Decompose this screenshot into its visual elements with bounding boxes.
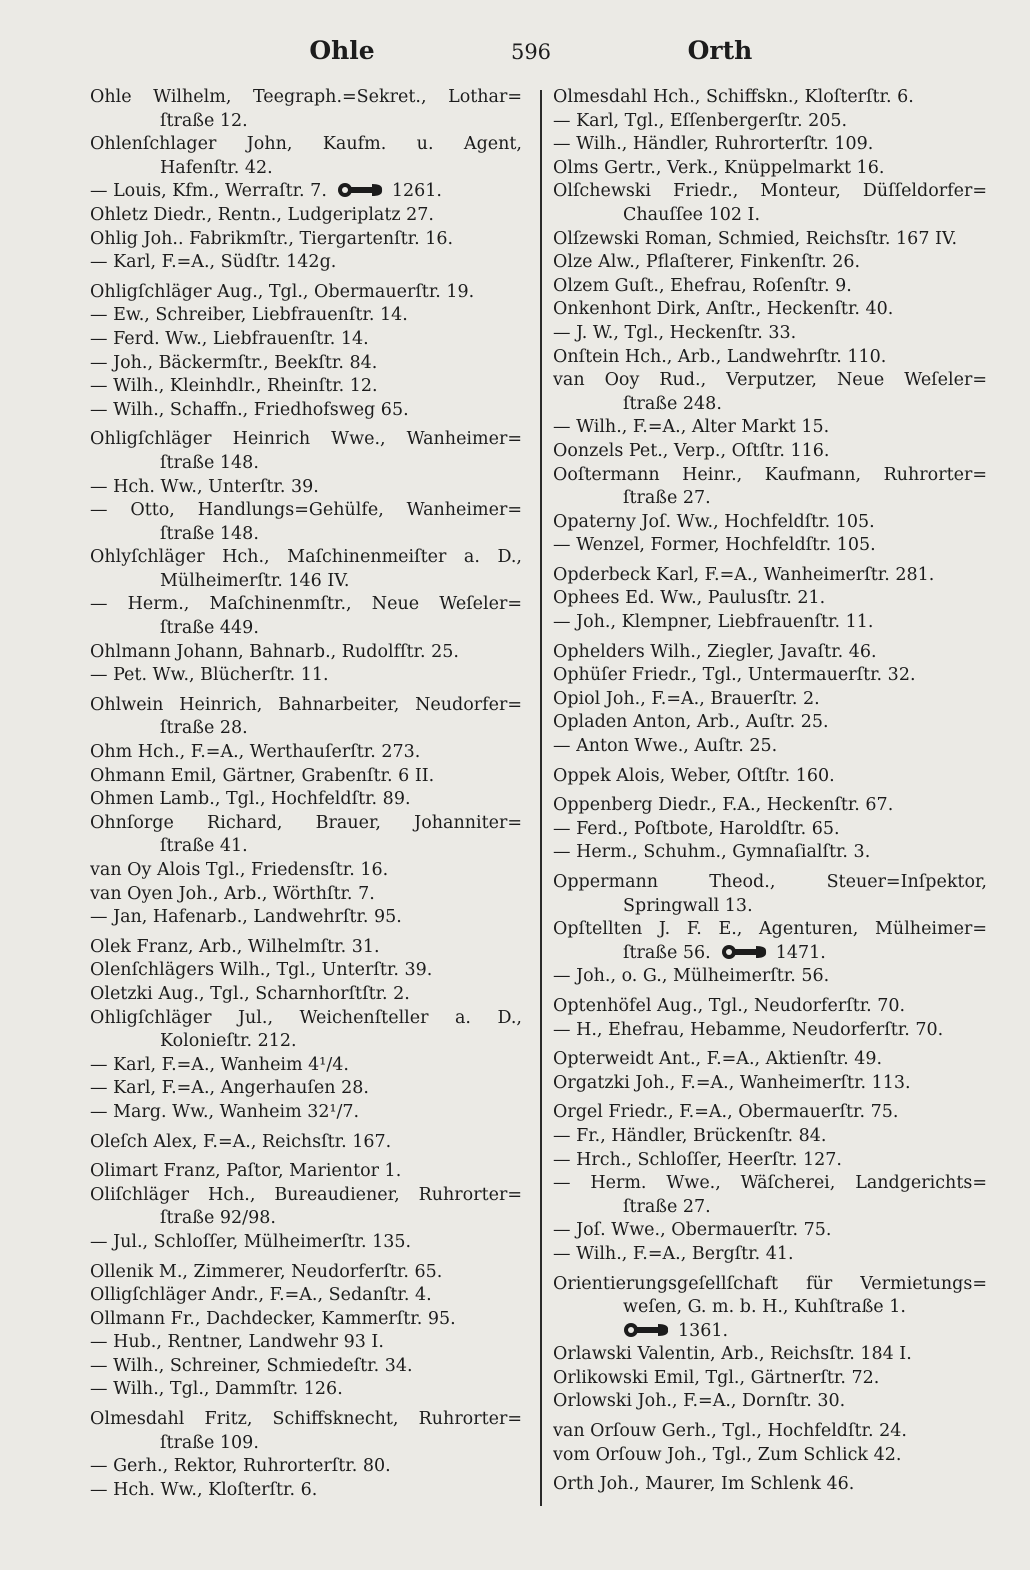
directory-entry [553, 440, 987, 464]
entry-line: Ohnſorge Richard, Brauer, Johanniter= [90, 812, 522, 833]
entry-line: — Wilh., Schreiner, Schmiedeſtr. 34. [90, 1355, 413, 1376]
directory-entry [90, 788, 522, 812]
directory-entry [90, 959, 522, 983]
entry-line: — Hub., Rentner, Landwehr 93 I. [90, 1332, 384, 1353]
entry-group [90, 86, 522, 275]
directory-entry [90, 86, 522, 133]
directory-entry [90, 304, 522, 328]
entry-line: — Ferd. Ww., Liebfrauenſtr. 14. [90, 328, 369, 349]
directory-entry [90, 1231, 522, 1255]
entry-group [90, 936, 522, 1125]
entry-line: — Marg. Ww., Wanheim 32¹/7. [90, 1101, 360, 1122]
header-last-keyword: Orth [687, 36, 753, 65]
directory-entry [90, 476, 522, 500]
entry-continuation-line: ſtraße 148. [160, 452, 259, 473]
entry-group [553, 765, 987, 789]
directory-entry [553, 1219, 987, 1243]
entry-line: Ollmann Fr., Dachdecker, Kammerſtr. 95. [90, 1308, 456, 1329]
directory-entry [553, 534, 987, 558]
entry-group [553, 86, 987, 558]
entry-line: Olligſchläger Andr., F.=A., Sedanſtr. 4. [90, 1285, 432, 1306]
entry-line: Onkenhont Dirk, Anſtr., Heckenſtr. 40. [553, 299, 894, 320]
directory-entry [90, 1479, 522, 1503]
entry-line: Opterweidt Ant., F.=A., Aktienſtr. 49. [553, 1049, 883, 1070]
entry-line: — Jul., Schloſſer, Mülheimerſtr. 135. [90, 1231, 412, 1252]
entry-line: Oppermann Theod., Steuer=Inſpektor, [553, 872, 987, 892]
entry-line: — Herm. Wwe., Wäſcherei, Landgerichts= [553, 1173, 987, 1194]
entry-line: — J. W., Tgl., Heckenſtr. 33. [553, 322, 797, 343]
entry-line: vom Orſouw Joh., Tgl., Zum Schlick 42. [553, 1444, 902, 1465]
entry-group [90, 1131, 522, 1155]
directory-entry [90, 1160, 522, 1184]
directory-entry [553, 1473, 987, 1497]
entry-line: — Herm., Maſchinenmſtr., Neue Weſeler= [90, 594, 522, 615]
telephone-icon [337, 182, 383, 206]
entry-continuation-line: Kolonieſtr. 212. [160, 1031, 297, 1052]
directory-entry [553, 416, 987, 440]
directory-entry [553, 86, 987, 110]
directory-entry [90, 428, 522, 475]
directory-entry [90, 1331, 522, 1355]
entry-continuation-line: weſen, G. m. b. H., Kuhſtraße 1. [623, 1297, 906, 1318]
directory-entry [90, 906, 522, 930]
entry-line: Onſtein Hch., Arb., Landwehrſtr. 110. [553, 346, 887, 367]
directory-entry [90, 499, 522, 546]
entry-line: Ohlmann Johann, Bahnarb., Rudolfſtr. 25. [90, 641, 459, 662]
entry-line: Olenſchlägers Wilh., Tgl., Unterſtr. 39. [90, 960, 433, 981]
entry-line: van Oyen Joh., Arb., Wörthſtr. 7. [90, 883, 375, 904]
entry-line: — Pet. Ww., Blücherſtr. 11. [90, 665, 329, 686]
entry-line: — Anton Wwe., Auſtr. 25. [553, 736, 778, 757]
directory-entry [553, 251, 987, 275]
directory-entry [553, 587, 987, 611]
telephone-number: 1471. [775, 942, 826, 963]
directory-entry [553, 1048, 987, 1072]
directory-entry [553, 735, 987, 759]
directory-entry [553, 664, 987, 688]
directory-entry [553, 180, 987, 227]
entry-line: Opiol Joh., F.=A., Brauerſtr. 2. [553, 688, 820, 709]
directory-entry [553, 641, 987, 665]
directory-entry [553, 1273, 987, 1344]
entry-continuation-line: ſtraße 248. [623, 393, 722, 414]
entry-line: Opderbeck Karl, F.=A., Wanheimerſtr. 281. [553, 564, 935, 585]
entry-line: — H., Ehefrau, Hebamme, Neudorferſtr. 70. [553, 1019, 944, 1040]
entry-line: Olmesdahl Hch., Schiffskn., Kloſterſtr. 6. [553, 87, 914, 107]
entry-line: — Karl, Tgl., Eſſenbergerſtr. 205. [553, 110, 848, 131]
entry-line: Olimart Franz, Paſtor, Marientor 1. [90, 1161, 402, 1182]
directory-entry [553, 765, 987, 789]
directory-entry [90, 546, 522, 593]
entry-line: Ooſtermann Heinr., Kaufmann, Ruhrorter= [553, 464, 987, 485]
entry-group [553, 1473, 987, 1497]
directory-entry [553, 1149, 987, 1173]
directory-entry [90, 936, 522, 960]
directory-entry [553, 1125, 987, 1149]
column-divider [540, 90, 542, 1506]
entry-line: Ohmann Emil, Gärtner, Grabenſtr. 6 II. [90, 765, 435, 786]
entry-line: — Wilh., Händler, Ruhrorterſtr. 109. [553, 134, 874, 155]
entry-group [553, 794, 987, 865]
directory-entry [553, 346, 987, 370]
entry-line: Ophelders Wilh., Ziegler, Javaſtr. 46. [553, 641, 877, 662]
entry-line: — Wenzel, Former, Hochfeldſtr. 105. [553, 535, 876, 556]
directory-entry [553, 298, 987, 322]
directory-entry [553, 133, 987, 157]
entry-group [553, 641, 987, 759]
entry-line: — Joh., Klempner, Liebfrauenſtr. 11. [553, 612, 874, 633]
directory-entry [553, 688, 987, 712]
entry-line [90, 180, 522, 204]
entry-continuation-line: ſtraße 41. [160, 836, 248, 857]
directory-entry [90, 1455, 522, 1479]
entry-line: — Otto, Handlungs=Gehülfe, Wanheimer= [90, 500, 522, 521]
entry-line: Opſtellten J. F. E., Agenturen, Mülheimer= [553, 919, 987, 940]
directory-entry [553, 275, 987, 299]
directory-entry [553, 1367, 987, 1391]
directory-entry [553, 1172, 987, 1219]
directory-entry [553, 1390, 987, 1414]
directory-entry [553, 511, 987, 535]
entry-text: ſtraße 56. [623, 942, 711, 963]
entry-continuation-line: Hafenſtr. 42. [160, 157, 273, 178]
entry-line: — Hch. Ww., Unterſtr. 39. [90, 476, 319, 497]
directory-entry [553, 1243, 987, 1267]
directory-entry [553, 228, 987, 252]
directory-entry [553, 794, 987, 818]
entry-text: — Louis, Kfm., Werraſtr. 7. [90, 181, 327, 202]
entry-line: Ohligſchläger Aug., Tgl., Obermauerſtr. 19. [90, 281, 475, 302]
directory-entry [90, 983, 522, 1007]
directory-entry [553, 918, 987, 965]
entry-line: Opladen Anton, Arb., Auſtr. 25. [553, 712, 829, 733]
directory-entry [90, 741, 522, 765]
directory-entry [553, 818, 987, 842]
entry-line: Orth Joh., Maurer, Im Schlenk 46. [553, 1474, 855, 1495]
directory-entry [90, 859, 522, 883]
entry-group [90, 281, 522, 423]
directory-entry [553, 995, 987, 1019]
entry-line: Ohletz Diedr., Rentn., Ludgeriplatz 27. [90, 204, 434, 225]
entry-line: — Karl, F.=A., Wanheim 4¹/4. [90, 1054, 349, 1075]
entry-continuation-line: ſtraße 148. [160, 523, 259, 544]
entry-line: Oppek Alois, Weber, Oſtſtr. 160. [553, 765, 835, 786]
entry-continuation-line [553, 942, 987, 966]
directory-entry [90, 1408, 522, 1455]
entry-line: — Gerh., Rektor, Ruhrorterſtr. 80. [90, 1456, 391, 1477]
directory-entry [90, 1131, 522, 1155]
entry-line: — Wilh., Tgl., Dammſtr. 126. [90, 1379, 343, 1400]
entry-line: Ohligſchläger Heinrich Wwe., Wanheimer= [90, 429, 522, 450]
directory-entry [90, 1007, 522, 1054]
entry-line: Olms Gertr., Verk., Knüppelmarkt 16. [553, 157, 885, 178]
directory-entry [90, 352, 522, 376]
entry-line: — Hch. Ww., Kloſterſtr. 6. [90, 1479, 318, 1500]
directory-entry [90, 694, 522, 741]
page-number: 596 [510, 40, 552, 64]
directory-entry [90, 1261, 522, 1285]
entry-line: — Joh., o. G., Mülheimerſtr. 56. [553, 966, 830, 987]
directory-entry [90, 1355, 522, 1379]
directory-entry [553, 1101, 987, 1125]
entry-continuation-line: ſtraße 92/98. [160, 1208, 276, 1229]
entry-line: Olek Franz, Arb., Wilhelmſtr. 31. [90, 936, 380, 957]
entry-line: Olſchewski Friedr., Monteur, Düſſeldorfer= [553, 181, 987, 202]
directory-entry [90, 1054, 522, 1078]
entry-group [553, 1048, 987, 1095]
entry-line: Ohm Hch., F.=A., Werthauſerſtr. 273. [90, 742, 421, 763]
entry-continuation-line: ſtraße 449. [160, 618, 259, 639]
entry-line: — Ew., Schreiber, Liebfrauenſtr. 14. [90, 305, 408, 326]
directory-entry [553, 871, 987, 918]
entry-line: — Wilh., Schaffn., Friedhofsweg 65. [90, 399, 409, 420]
entry-line: Olſzewski Roman, Schmied, Reichsſtr. 167 IV. [553, 228, 958, 249]
directory-entry [553, 841, 987, 865]
directory-entry [553, 564, 987, 588]
entry-line: Orgatzki Joh., F.=A., Wanheimerſtr. 113. [553, 1072, 911, 1093]
directory-entry [553, 1072, 987, 1096]
entry-group [90, 1261, 522, 1403]
directory-entry [90, 375, 522, 399]
entry-line: Olzem Guſt., Ehefrau, Roſenſtr. 9. [553, 275, 852, 296]
entry-line: Olze Alw., Pflaſterer, Finkenſtr. 26. [553, 252, 861, 273]
entry-line: Orlowski Joh., F.=A., Dornſtr. 30. [553, 1391, 846, 1412]
entry-line: — Joſ. Wwe., Obermauerſtr. 75. [553, 1220, 832, 1241]
entry-line: — Karl, F.=A., Angerhauſen 28. [90, 1078, 369, 1099]
directory-entry [90, 1284, 522, 1308]
entry-line: Orgel Friedr., F.=A., Obermauerſtr. 75. [553, 1102, 899, 1123]
telephone-number: 1261. [391, 181, 442, 202]
directory-entry [90, 328, 522, 352]
entry-line: Olmesdahl Fritz, Schiffsknecht, Ruhrorter= [90, 1409, 522, 1430]
directory-entry [90, 1101, 522, 1125]
entry-group [90, 1408, 522, 1502]
entry-line: — Wilh., F.=A., Bergſtr. 41. [553, 1243, 794, 1264]
directory-entry [90, 765, 522, 789]
entry-continuation-line [553, 1320, 987, 1344]
entry-continuation-line: ſtraße 27. [623, 488, 711, 509]
directory-entry [90, 399, 522, 423]
entry-line: Oliſchläger Hch., Bureaudiener, Ruhrorter= [90, 1184, 522, 1205]
entry-line: Oletzki Aug., Tgl., Scharnhorſtſtr. 2. [90, 983, 410, 1004]
entry-line: Ohlwein Heinrich, Bahnarbeiter, Neudorfer= [90, 694, 522, 715]
directory-entry [90, 204, 522, 228]
entry-line: van Oy Alois Tgl., Friedensſtr. 16. [90, 860, 389, 880]
entry-group [553, 1420, 987, 1467]
directory-entry [90, 228, 522, 252]
entry-group [553, 564, 987, 635]
entry-line: — Joh., Bäckermſtr., Beekſtr. 84. [90, 352, 378, 373]
telephone-icon [721, 944, 767, 968]
entry-line: — Hrch., Schloſſer, Heerſtr. 127. [553, 1149, 842, 1170]
entry-line: Ohligſchläger Jul., Weichenſteller a. D., [90, 1007, 522, 1028]
entry-line: Ohle Wilhelm, Teegraph.=Sekret., Lothar= [90, 87, 522, 107]
entry-line: Oppenberg Diedr., F.A., Heckenſtr. 67. [553, 795, 894, 816]
directory-entry [90, 664, 522, 688]
directory-entry [553, 1019, 987, 1043]
directory-entry [90, 1378, 522, 1402]
directory-entry [553, 464, 987, 511]
directory-entry [553, 965, 987, 989]
entry-line: Ohlig Joh.. Fabrikmſtr., Tiergartenſtr. 16. [90, 228, 454, 249]
entry-group [553, 995, 987, 1042]
entry-line: Opaterny Joſ. Ww., Hochfeldſtr. 105. [553, 511, 875, 532]
entry-line: — Herm., Schuhm., Gymnaſialſtr. 3. [553, 842, 871, 863]
header-first-keyword: Ohle [309, 36, 375, 65]
entry-line: Ohmen Lamb., Tgl., Hochfeldſtr. 89. [90, 789, 411, 810]
entry-line: Oonzels Pet., Verp., Oſtſtr. 116. [553, 440, 830, 461]
directory-entry [553, 611, 987, 635]
directory-entry [553, 322, 987, 346]
entry-continuation-line: ſtraße 27. [623, 1196, 711, 1217]
directory-entry [90, 251, 522, 275]
directory-entry [553, 369, 987, 416]
entry-line: — Ferd., Poſtbote, Haroldſtr. 65. [553, 818, 840, 839]
directory-entry [553, 1343, 987, 1367]
entry-continuation-line: Mülheimerſtr. 146 IV. [160, 570, 350, 591]
entry-group [553, 1273, 987, 1415]
entry-line: Orlikowski Emil, Tgl., Gärtnerſtr. 72. [553, 1367, 880, 1388]
telephone-number: 1361. [678, 1320, 729, 1341]
entry-group [90, 428, 522, 688]
entry-line: van Orſouw Gerh., Tgl., Hochfeldſtr. 24. [553, 1421, 907, 1442]
directory-entry [553, 1420, 987, 1444]
directory-entry [90, 812, 522, 859]
entry-continuation-line: ſtraße 28. [160, 718, 248, 739]
entry-line: Ollenik M., Zimmerer, Neudorferſtr. 65. [90, 1261, 443, 1282]
directory-entry [90, 180, 522, 204]
entry-continuation-line: Springwall 13. [623, 895, 753, 916]
entry-line: — Wilh., Kleinhdlr., Rheinſtr. 12. [90, 376, 378, 397]
directory-entry [90, 133, 522, 180]
entry-line: Ophüſer Friedr., Tgl., Untermauerſtr. 32. [553, 665, 916, 686]
directory-entry [90, 281, 522, 305]
directory-entry [90, 1308, 522, 1332]
entry-group [90, 694, 522, 930]
directory-entry [90, 1077, 522, 1101]
entry-continuation-line: ſtraße 109. [160, 1432, 259, 1453]
entry-continuation-line: Chauſſee 102 I. [623, 204, 761, 225]
directory-column-left [90, 86, 522, 1526]
entry-line: — Fr., Händler, Brückenſtr. 84. [553, 1125, 827, 1146]
directory-entry [90, 1184, 522, 1231]
entry-line: — Karl, F.=A., Südſtr. 142g. [90, 252, 337, 273]
directory-entry [90, 883, 522, 907]
entry-line: Ophees Ed. Ww., Paulusſtr. 21. [553, 588, 826, 609]
entry-line: Oleſch Alex, F.=A., Reichsſtr. 167. [90, 1131, 392, 1152]
entry-line: van Ooy Rud., Verputzer, Neue Weſeler= [553, 370, 987, 391]
directory-entry [90, 641, 522, 665]
entry-line: Ohlenſchlager John, Kaufm. u. Agent, [90, 134, 522, 155]
entry-line: Optenhöfel Aug., Tgl., Neudorferſtr. 70. [553, 995, 906, 1016]
directory-entry [553, 711, 987, 735]
directory-entry [553, 110, 987, 134]
directory-entry [553, 157, 987, 181]
entry-line: — Wilh., F.=A., Alter Markt 15. [553, 417, 830, 438]
entry-line: — Jan, Hafenarb., Landwehrſtr. 95. [90, 907, 402, 928]
entry-group [553, 1101, 987, 1266]
directory-column-right [553, 86, 987, 1526]
entry-group [553, 871, 987, 989]
telephone-icon [623, 1322, 669, 1346]
entry-continuation-line: ſtraße 12. [160, 110, 248, 131]
entry-group [90, 1160, 522, 1254]
entry-line: Ohlyſchläger Hch., Maſchinenmeiſter a. D., [90, 547, 522, 568]
entry-line: Orientierungsgeſellſchaft für Vermietungs= [553, 1273, 987, 1294]
directory-entry [90, 593, 522, 640]
entry-line: Orlawski Valentin, Arb., Reichsſtr. 184 I. [553, 1344, 912, 1365]
directory-entry [553, 1444, 987, 1468]
